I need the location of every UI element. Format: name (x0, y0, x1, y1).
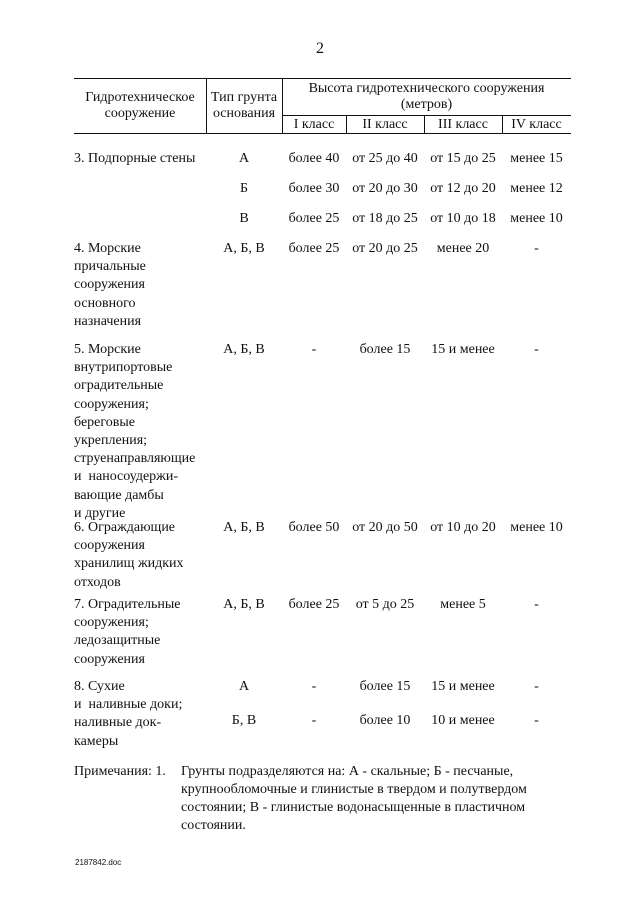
row-label-line: хранилищ жидких (74, 556, 184, 572)
notes-line: крупнообломочные и глинистые в твердом и полутвердом (181, 782, 527, 797)
page-number: 2 (316, 40, 324, 57)
notes-body (181, 763, 573, 835)
notes-line: Грунты подразделяются на: А - скальные; Б - песчаные, (181, 764, 514, 779)
row-label-line: оградительные (74, 378, 164, 394)
row-label (74, 341, 209, 523)
row-label-line: и наносоудержи- (74, 469, 179, 485)
cell-class-1: более 40 (288, 151, 340, 166)
cell-class-1: более 25 (288, 211, 340, 226)
row-label-line: сооружения (74, 277, 145, 293)
cell-class-4: - (534, 679, 539, 694)
row-label-line: 8. Сухие (74, 679, 125, 694)
cell-class-1: - (311, 713, 317, 728)
cell-class-2: более 15 (359, 342, 411, 357)
row-label-line: укрепления; (74, 433, 148, 449)
row-label-line: внутрипортовые (74, 360, 173, 376)
cell-soil: А, Б, В (223, 597, 265, 612)
header-class-3: III класс (438, 117, 488, 132)
cell-class-1: более 50 (288, 520, 340, 535)
row-label-line: 4. Морские (74, 241, 141, 256)
header-structure (74, 90, 206, 122)
cell-soil: А, Б, В (223, 241, 265, 256)
row-label-line: сооружения; (74, 615, 149, 631)
cell-class-3: от 10 до 20 (430, 520, 496, 535)
row-label-line: сооружения (74, 651, 145, 667)
cell-class-4: менее 15 (510, 151, 563, 166)
header-mid-rule (282, 115, 571, 116)
cell-class-2: от 18 до 25 (352, 211, 418, 226)
header-soil-line: основания (212, 106, 276, 121)
cell-class-4: менее 10 (510, 520, 563, 535)
header-structure-line: сооружение (104, 106, 176, 121)
row-label-line: назначения (74, 313, 142, 329)
cell-class-3: 10 и менее (431, 713, 495, 728)
row-label-line: 7. Оградительные (74, 597, 181, 612)
cell-class-2: от 20 до 25 (352, 241, 418, 256)
cell-class-1: - (311, 342, 317, 357)
cell-class-4: - (534, 713, 539, 728)
row-label-line: сооружения; (74, 396, 149, 412)
cell-class-2: от 25 до 40 (352, 151, 418, 166)
cell-class-2: более 15 (359, 679, 411, 694)
header-soil-line: Тип грунта (210, 90, 278, 105)
row-label-line: береговые (74, 414, 135, 430)
cell-class-1: более 25 (288, 597, 340, 612)
cell-class-4: - (534, 342, 539, 357)
cell-class-3: менее 5 (440, 597, 486, 612)
cell-class-3: менее 20 (436, 241, 490, 256)
row-label-line: причальные (74, 259, 146, 275)
cell-class-2: более 10 (359, 713, 411, 728)
row-label-line: 3. Подпорные стены (74, 151, 196, 166)
cell-class-1: более 25 (288, 241, 340, 256)
cell-class-4: - (534, 241, 539, 256)
notes-line: состоянии. (181, 818, 246, 833)
header-height (282, 81, 571, 113)
cell-class-3: 15 и менее (431, 679, 495, 694)
cell-class-2: от 20 до 30 (352, 181, 418, 196)
row-label-line: основного (74, 295, 136, 311)
row-label-line: отходов (74, 574, 121, 590)
cell-class-3: 15 и менее (431, 342, 495, 357)
row-label-line: 5. Морские (74, 342, 141, 357)
row-label-line: струенаправляющие (74, 451, 196, 467)
cell-soil: А, Б, В (223, 342, 265, 357)
cell-soil: В (239, 211, 249, 226)
cell-soil: Б, В (231, 713, 257, 728)
header-bottom-rule (74, 133, 571, 134)
cell-class-2: от 5 до 25 (355, 597, 415, 612)
row-label (74, 240, 209, 331)
cell-class-3: от 12 до 20 (430, 181, 496, 196)
cell-class-4: менее 12 (510, 181, 563, 196)
cell-soil: Б (239, 181, 249, 196)
cell-soil: А (238, 679, 250, 694)
cell-class-4: менее 10 (510, 211, 563, 226)
header-class-4: IV класс (511, 117, 562, 132)
header-structure-line: Гидротехническое (85, 90, 195, 105)
table-top-rule (74, 78, 571, 79)
cell-class-3: от 10 до 18 (430, 211, 496, 226)
row-label (74, 150, 209, 168)
cell-class-3: от 15 до 25 (430, 151, 496, 166)
row-label-line: ледозащитные (74, 633, 161, 649)
header-class-2: II класс (362, 117, 408, 132)
row-label-line: и другие (74, 505, 126, 521)
row-label-line: и наливные доки; (74, 697, 183, 713)
footer-filename: 2187842.doc (75, 858, 122, 867)
row-label-line: сооружения (74, 538, 145, 554)
row-label-line: 6. Ограждающие (74, 520, 176, 535)
cell-soil: А, Б, В (223, 520, 265, 535)
header-class-1: I класс (293, 117, 335, 132)
row-label-line: наливные док- (74, 715, 162, 731)
row-label (74, 596, 209, 669)
cell-class-1: более 30 (288, 181, 340, 196)
cell-class-4: - (534, 597, 539, 612)
row-label-line: вающие дамбы (74, 487, 164, 503)
cell-soil: А (238, 151, 250, 166)
row-label-line: камеры (74, 733, 119, 749)
row-label (74, 519, 209, 592)
header-soil-type (206, 90, 282, 122)
header-height-line: (метров) (400, 97, 453, 112)
notes-line: состоянии; В - глинистые водонасыщенные в пластичном (181, 800, 526, 815)
notes-prefix: Примечания: 1. (74, 764, 166, 779)
cell-class-1: - (311, 679, 317, 694)
row-label (74, 678, 209, 751)
header-height-line: Высота гидротехнического сооружения (308, 81, 545, 96)
cell-class-2: от 20 до 50 (352, 520, 418, 535)
